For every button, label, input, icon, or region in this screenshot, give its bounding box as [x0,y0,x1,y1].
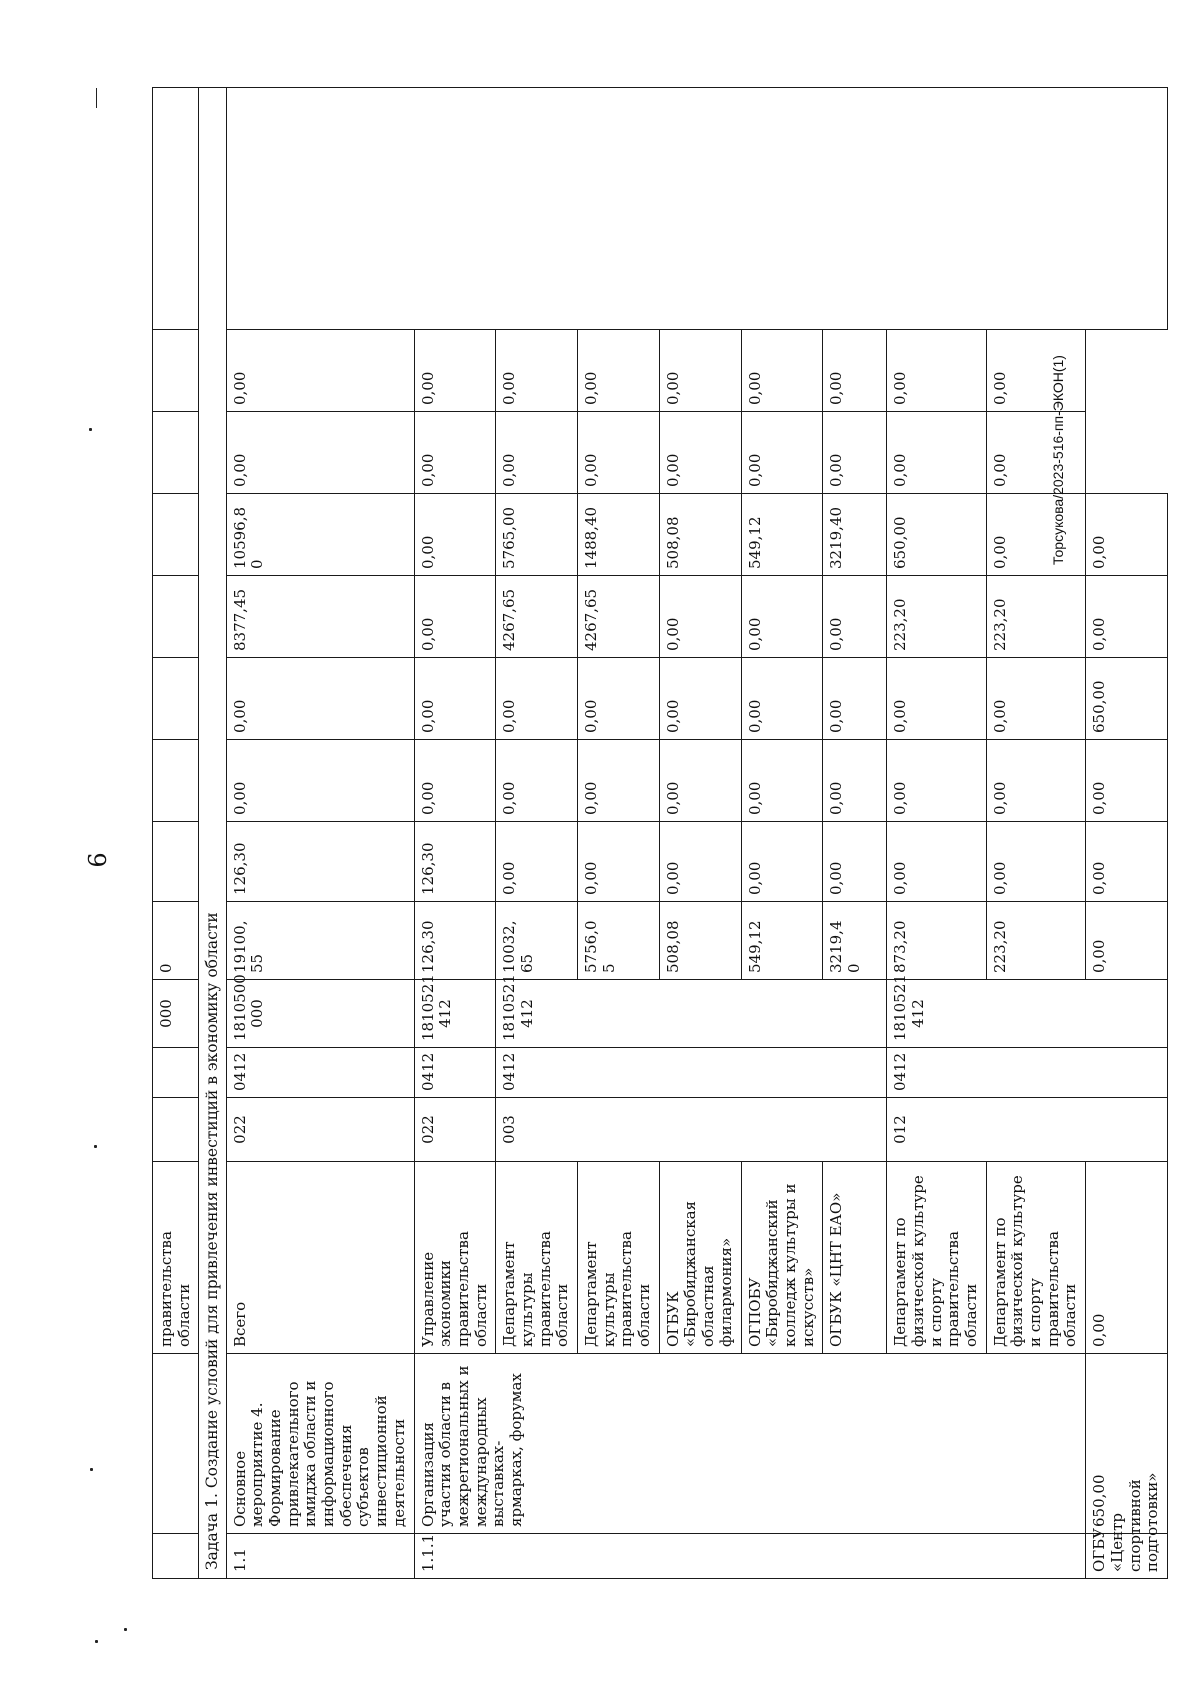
cell-y1: 0,00 [741,822,823,902]
cell-empty [226,88,1167,330]
cell-csr: 1810500 000 [226,980,414,1048]
cell-total: 873,20 [887,902,986,980]
cell-total: 10032, 65 [496,902,578,980]
cell-y4: 8377,45 [226,576,414,658]
cell-y7: 0,00 [659,330,741,412]
cell-grbs [153,1098,199,1162]
cell-total: 3219,4 0 [823,902,887,980]
cell-executor: Департамент по физической культуре и спорту правительства области [887,1162,986,1354]
cell-y6: 0,00 [823,412,887,494]
cell-y1: 0,00 [578,822,660,902]
cell-y1: 0,00 [659,822,741,902]
cell-total: 126,30 [414,902,496,980]
cell-y1: 126,30 [226,822,414,902]
cell-y5: 0,00 [414,494,496,576]
cell-num [153,1534,199,1579]
cell-y5: 10596,8 0 [226,494,414,576]
cell-grbs: 012 [887,1098,1168,1162]
task-title: Задача 1. Создание условий для привлечения инвестиций в экономику области [199,88,226,1579]
cell-y5: 0,00 [986,494,1085,576]
cell-rzpr: 0412 [414,1048,496,1098]
cell-csr: 1810521 412 [496,980,887,1048]
scan-mark [90,1468,93,1471]
cell-total: 19100, 55 [226,902,414,980]
cell-csr: 000 [153,980,199,1048]
cell-y1: 0,00 [887,822,986,902]
cell-y4: 4267,65 [496,576,578,658]
rotated-table-container [152,98,1165,1579]
cell-y7: 0,00 [823,330,887,412]
cell-executor: Департамент по физической культуре и спорту правительства области [986,1162,1085,1354]
cell-y2: 0,00 [414,740,496,822]
cell-total: 0 [153,902,199,980]
cell-y7 [153,330,199,412]
cell-rzpr: 0412 [226,1048,414,1098]
cell-y6: 0,00 [741,412,823,494]
cell-y2: 0,00 [496,740,578,822]
cell-y5: 508,08 [659,494,741,576]
cell-y7: 0,00 [496,330,578,412]
scan-mark [96,88,97,108]
table-row [226,88,414,1579]
cell-executor: ОГБУК «Биробиджанская областная филармония» [659,1162,741,1354]
scan-mark [94,1145,97,1148]
cell-executor: ОГПОБУ «Биробиджанский колледж культуры и искусств» [741,1162,823,1354]
cell-y4: 4267,65 [578,576,660,658]
cell-csr: 1810521 412 [887,980,1168,1048]
cell-y4: 0,00 [659,576,741,658]
cell-total: 5756,0 5 [578,902,660,980]
cell-y2: 0,00 [578,740,660,822]
continuation-header-row [153,88,199,1579]
cell-y6: 0,00 [659,412,741,494]
cell-y1: 126,30 [414,822,496,902]
cell-y5: 5765,00 [496,494,578,576]
page-number: 6 [84,852,112,868]
cell-y1: 0,00 [496,822,578,902]
cell-y5: 650,00 [1086,658,1168,740]
cell-executor: Департамент культуры правительства области [496,1162,578,1354]
cell-y3: 0,00 [578,658,660,740]
cell-y4: 223,20 [986,576,1085,658]
cell-y3: 0,00 [741,658,823,740]
cell-y7: 0,00 [986,330,1085,412]
cell-y3 [153,658,199,740]
scan-mark [89,428,92,431]
scan-mark [124,1628,127,1631]
cell-y5: 650,00 [887,494,986,576]
cell-y2: 0,00 [823,740,887,822]
cell-y3: 0,00 [887,658,986,740]
cell-num: 1.1 [226,1534,414,1579]
cell-y4: 0,00 [823,576,887,658]
cell-y5: 3219,40 [823,494,887,576]
cell-y3: 0,00 [1086,822,1168,902]
cell-y6: 0,00 [496,412,578,494]
cell-y6: 0,00 [1086,576,1168,658]
cell-name: Организация участия области в межрегиональных и международных выставках-ярмарках, форумах [414,1354,1086,1534]
cell-y4: 0,00 [1086,740,1168,822]
cell-y3: 0,00 [414,658,496,740]
cell-y4: 223,20 [887,576,986,658]
cell-y4: 0,00 [741,576,823,658]
cell-executor: ОГБУК «ЦНТ ЕАО» [823,1162,887,1354]
cell-y2 [153,740,199,822]
task-row [199,88,226,1579]
cell-grbs: 022 [226,1098,414,1162]
cell-y1 [153,822,199,902]
cell-y7: 0,00 [578,330,660,412]
cell-y6: 0,00 [226,412,414,494]
cell-y7: 0,00 [226,330,414,412]
cell-y6 [153,412,199,494]
cell-y5 [153,494,199,576]
cell-y2: 0,00 [226,740,414,822]
cell-y7: 0,00 [887,330,986,412]
cell-y1: 0,00 [1086,1162,1168,1354]
cell-total: 650,00 [1086,1354,1168,1534]
cell-executor: Управление экономики правительства области [414,1162,496,1354]
cell-executor: ОГБУ «Центр спортивной подготовки» [1086,1534,1168,1579]
cell-y6: 0,00 [887,412,986,494]
cell-total: 223,20 [986,902,1085,980]
cell-rzpr: 0412 [496,1048,887,1098]
cell-y1: 0,00 [823,822,887,902]
cell-empty [153,88,199,330]
cell-y3: 0,00 [986,658,1085,740]
cell-num: 1.1.1 [414,1534,1086,1579]
cell-y5: 1488,40 [578,494,660,576]
cell-y2: 0,00 [986,740,1085,822]
cell-y6: 0,00 [414,412,496,494]
cell-rzpr [153,1048,199,1098]
cell-y7: 0,00 [414,330,496,412]
cell-y2: 0,00 [741,740,823,822]
cell-y3: 0,00 [226,658,414,740]
cell-grbs: 003 [496,1098,887,1162]
cell-y7: 0,00 [1086,494,1168,576]
cell-y6: 0,00 [986,412,1085,494]
cell-executor: Всего [226,1162,414,1354]
scan-mark [95,1640,98,1643]
document-footer-id: Торсукова/2023-516-пп-ЭКОН(1) [1050,355,1066,565]
document-table-frame [152,98,1165,1579]
budget-allocation-table [152,87,1168,1579]
cell-y5: 549,12 [741,494,823,576]
cell-total: 549,12 [741,902,823,980]
cell-csr: 1810521 412 [414,980,496,1048]
cell-y2: 0,00 [887,740,986,822]
cell-y1: 0,00 [986,822,1085,902]
cell-y3: 0,00 [823,658,887,740]
cell-y2: 0,00 [659,740,741,822]
cell-y2: 0,00 [1086,902,1168,980]
cell-grbs: 022 [414,1098,496,1162]
cell-y6: 0,00 [578,412,660,494]
cell-executor: правительства области [153,1162,199,1354]
cell-y3: 0,00 [496,658,578,740]
cell-name: Основное мероприятие 4. Формирование привлекательного имиджа области и информационного обеспечения субъектов инвестиционной деятельности [226,1354,414,1534]
cell-executor: Департамент культуры правительства области [578,1162,660,1354]
cell-y7: 0,00 [741,330,823,412]
cell-y4 [153,576,199,658]
cell-total: 508,08 [659,902,741,980]
cell-rzpr: 0412 [887,1048,1168,1098]
cell-y3: 0,00 [659,658,741,740]
cell-y4: 0,00 [414,576,496,658]
cell-name [153,1354,199,1534]
